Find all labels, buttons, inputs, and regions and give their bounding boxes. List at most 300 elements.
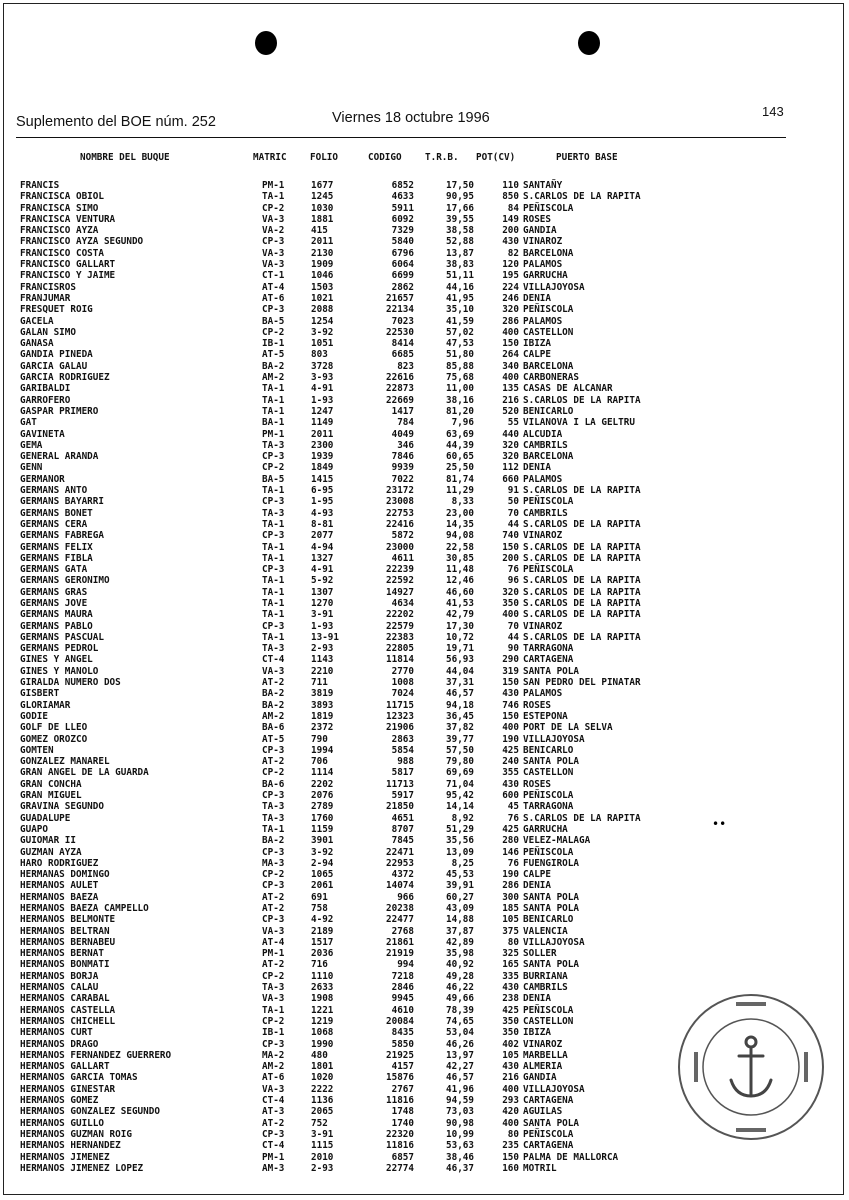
- codigo-cell: 22320: [386, 1128, 414, 1140]
- pot-cell: 44: [507, 631, 519, 643]
- folio-cell: 2372: [311, 722, 334, 734]
- codigo-cell: 14927: [386, 586, 414, 598]
- folio-cell: 790: [311, 733, 328, 745]
- puerto-cell: CASTELLON: [523, 1015, 574, 1027]
- codigo-cell: 21906: [386, 722, 414, 734]
- folio-cell: 4-91: [311, 564, 334, 576]
- vessel-name: HERMANOS BORJA: [20, 970, 99, 982]
- table-row: [20, 406, 700, 417]
- vessel-name: HERMANOS CARABAL: [20, 993, 110, 1005]
- vessel-name: GUIOMAR II: [20, 835, 76, 847]
- puerto-cell: SANTA POLA: [523, 756, 579, 768]
- vessel-name: HERMANOS CALAU: [20, 982, 99, 994]
- puerto-cell: PEÑISCOLA: [523, 496, 574, 508]
- pot-cell: 430: [502, 688, 519, 700]
- matric-cell: VA-3: [262, 259, 285, 271]
- trb-cell: 13,87: [446, 247, 474, 259]
- codigo-cell: 4611: [391, 552, 414, 564]
- matric-cell: CP-3: [262, 880, 285, 892]
- table-row: [20, 1072, 700, 1083]
- vessel-name: FRANCISCO Y JAIME: [20, 270, 116, 282]
- puerto-cell: SOLLER: [523, 948, 557, 960]
- puerto-cell: DENIA: [523, 993, 551, 1005]
- pot-cell: 149: [502, 213, 519, 225]
- pot-cell: 200: [502, 225, 519, 237]
- pot-cell: 400: [502, 1083, 519, 1095]
- codigo-cell: 7218: [391, 970, 414, 982]
- codigo-cell: 6685: [391, 349, 414, 361]
- puerto-cell: S.CARLOS DE LA RAPITA: [523, 394, 641, 406]
- table-row: [20, 349, 700, 360]
- table-row: [20, 813, 700, 824]
- table-body: [20, 180, 700, 1174]
- folio-cell: 1-95: [311, 496, 334, 508]
- puerto-cell: S.CARLOS DE LA RAPITA: [523, 518, 641, 530]
- trb-cell: 37,31: [446, 677, 474, 689]
- publication-title: Suplemento del BOE núm. 252: [16, 114, 216, 130]
- trb-cell: 38,83: [446, 259, 474, 271]
- trb-cell: 14,88: [446, 914, 474, 926]
- puerto-cell: BENICARLO: [523, 405, 574, 417]
- table-row: [20, 587, 700, 598]
- punch-hole-right: [578, 31, 600, 55]
- folio-cell: 2088: [311, 304, 334, 316]
- folio-cell: 4-94: [311, 541, 334, 553]
- vessel-name: GERMANS PEDROL: [20, 643, 99, 655]
- vessel-name: GARROFERO: [20, 394, 71, 406]
- matric-cell: TA-3: [262, 507, 285, 519]
- puerto-cell: ALMERIA: [523, 1061, 563, 1073]
- vessel-name: HERMANOS GALLART: [20, 1061, 110, 1073]
- folio-cell: 1819: [311, 710, 334, 722]
- trb-cell: 47,53: [446, 338, 474, 350]
- vessel-name: HARO RODRIGUEZ: [20, 857, 99, 869]
- trb-cell: 60,27: [446, 891, 474, 903]
- table-row: [20, 643, 700, 654]
- puerto-cell: MOTRIL: [523, 1162, 557, 1174]
- puerto-cell: TARRAGONA: [523, 643, 574, 655]
- vessel-name: HERMANOS GINESTAR: [20, 1083, 116, 1095]
- matric-cell: AM-2: [262, 372, 285, 384]
- matric-cell: CT-4: [262, 1140, 285, 1152]
- puerto-cell: CASTELLON: [523, 767, 574, 779]
- codigo-cell: 22753: [386, 507, 414, 519]
- trb-cell: 37,82: [446, 722, 474, 734]
- vessel-name: GENERAL ARANDA: [20, 451, 99, 463]
- vessel-name: FRANCISCO AYZA SEGUNDO: [20, 236, 144, 248]
- pot-cell: 146: [502, 846, 519, 858]
- page-number: 143: [762, 104, 784, 119]
- folio-cell: 3819: [311, 688, 334, 700]
- pot-cell: 84: [507, 202, 519, 214]
- folio-cell: 2633: [311, 982, 334, 994]
- vessel-name: GERMANS ANTO: [20, 485, 88, 497]
- table-row: [20, 327, 700, 338]
- pot-cell: 238: [502, 993, 519, 1005]
- puerto-cell: CAMBRILS: [523, 507, 568, 519]
- codigo-cell: 22239: [386, 564, 414, 576]
- table-row: [20, 1039, 700, 1050]
- table-row: [20, 553, 700, 564]
- table-row: [20, 248, 700, 259]
- pot-cell: 402: [502, 1038, 519, 1050]
- folio-cell: 3-91: [311, 609, 334, 621]
- codigo-cell: 966: [397, 891, 414, 903]
- matric-cell: VA-3: [262, 993, 285, 1005]
- puerto-cell: S.CARLOS DE LA RAPITA: [523, 812, 641, 824]
- puerto-cell: BARCELONA: [523, 451, 574, 463]
- pot-cell: 216: [502, 1072, 519, 1084]
- table-row: [20, 361, 700, 372]
- codigo-cell: 22134: [386, 304, 414, 316]
- trb-cell: 39,91: [446, 880, 474, 892]
- matric-cell: TA-1: [262, 552, 285, 564]
- puerto-cell: PALAMOS: [523, 473, 563, 485]
- folio-cell: 1114: [311, 767, 334, 779]
- puerto-cell: SANTA POLA: [523, 665, 579, 677]
- codigo-cell: 9939: [391, 462, 414, 474]
- table-row: [20, 959, 700, 970]
- pot-cell: 400: [502, 372, 519, 384]
- trb-cell: 60,65: [446, 451, 474, 463]
- pot-cell: 400: [502, 326, 519, 338]
- puerto-cell: PEÑISCOLA: [523, 202, 574, 214]
- puerto-cell: PEÑISCOLA: [523, 304, 574, 316]
- puerto-cell: GANDIA: [523, 1072, 557, 1084]
- puerto-cell: CARTAGENA: [523, 1140, 574, 1152]
- trb-cell: 56,93: [446, 654, 474, 666]
- codigo-cell: 4651: [391, 812, 414, 824]
- matric-cell: TA-1: [262, 394, 285, 406]
- folio-cell: 1677: [311, 180, 334, 191]
- pot-cell: 350: [502, 1027, 519, 1039]
- codigo-cell: 15876: [386, 1072, 414, 1084]
- folio-cell: 1065: [311, 869, 334, 881]
- trb-cell: 49,28: [446, 970, 474, 982]
- puerto-cell: VINAROZ: [523, 236, 563, 248]
- matric-cell: AT-4: [262, 936, 285, 948]
- table-row: [20, 971, 700, 982]
- trb-cell: 38,16: [446, 394, 474, 406]
- folio-cell: 1307: [311, 586, 334, 598]
- pot-cell: 110: [502, 180, 519, 191]
- trb-cell: 78,39: [446, 1004, 474, 1016]
- pot-cell: 335: [502, 970, 519, 982]
- pot-cell: 440: [502, 428, 519, 440]
- trb-cell: 42,27: [446, 1061, 474, 1073]
- table-row: [20, 869, 700, 880]
- matric-cell: IB-1: [262, 1027, 285, 1039]
- matric-cell: AT-2: [262, 903, 285, 914]
- folio-cell: 3893: [311, 699, 334, 711]
- vessel-name: HERMANOS BELTRAN: [20, 925, 110, 937]
- table-row: [20, 542, 700, 553]
- pot-cell: 350: [502, 597, 519, 609]
- folio-cell: 1517: [311, 936, 334, 948]
- folio-cell: 706: [311, 756, 328, 768]
- puerto-cell: SANTAÑY: [523, 180, 563, 191]
- table-row: [20, 372, 700, 383]
- table-row: [20, 530, 700, 541]
- matric-cell: CP-3: [262, 914, 285, 926]
- header-rule: [16, 137, 786, 138]
- pot-cell: 425: [502, 1004, 519, 1016]
- header-trb: T.R.B.: [425, 152, 459, 163]
- matric-cell: TA-1: [262, 631, 285, 643]
- table-row: [20, 1050, 700, 1061]
- trb-cell: 51,80: [446, 349, 474, 361]
- vessel-name: GERMANS BAYARRI: [20, 496, 104, 508]
- folio-cell: 1159: [311, 823, 334, 835]
- trb-cell: 46,57: [446, 688, 474, 700]
- pot-cell: 850: [502, 191, 519, 203]
- codigo-cell: 11715: [386, 699, 414, 711]
- matric-cell: VA-2: [262, 225, 285, 237]
- trb-cell: 46,57: [446, 1072, 474, 1084]
- trb-cell: 75,68: [446, 372, 474, 384]
- folio-cell: 1327: [311, 552, 334, 564]
- vessel-name: GERMANS PABLO: [20, 620, 93, 632]
- trb-cell: 57,50: [446, 744, 474, 756]
- vessel-name: GERMANS CERA: [20, 518, 88, 530]
- header-pot: POT(CV): [476, 152, 516, 163]
- puerto-cell: PALAMOS: [523, 259, 563, 271]
- table-row: [20, 700, 700, 711]
- puerto-cell: CALPE: [523, 349, 551, 361]
- trb-cell: 46,37: [446, 1162, 474, 1174]
- codigo-cell: 22873: [386, 383, 414, 395]
- folio-cell: 1990: [311, 1038, 334, 1050]
- table-row: [20, 711, 700, 722]
- trb-cell: 52,88: [446, 236, 474, 248]
- codigo-cell: 21925: [386, 1049, 414, 1061]
- folio-cell: 3728: [311, 360, 334, 372]
- folio-cell: 1939: [311, 451, 334, 463]
- codigo-cell: 20084: [386, 1015, 414, 1027]
- vessel-name: GERMANS FABREGA: [20, 530, 104, 542]
- folio-cell: 691: [311, 891, 328, 903]
- codigo-cell: 2768: [391, 925, 414, 937]
- pot-cell: 420: [502, 1106, 519, 1118]
- folio-cell: 2011: [311, 236, 334, 248]
- matric-cell: TA-1: [262, 518, 285, 530]
- column-headers: [20, 150, 700, 180]
- trb-cell: 73,03: [446, 1106, 474, 1118]
- codigo-cell: 2862: [391, 281, 414, 293]
- puerto-cell: S.CARLOS DE LA RAPITA: [523, 541, 641, 553]
- vessel-name: FRANCISROS: [20, 281, 76, 293]
- pot-cell: 293: [502, 1095, 519, 1107]
- folio-cell: 2300: [311, 439, 334, 451]
- matric-cell: AT-2: [262, 959, 285, 971]
- matric-cell: BA-5: [262, 315, 285, 327]
- trb-cell: 39,77: [446, 733, 474, 745]
- puerto-cell: PEÑISCOLA: [523, 564, 574, 576]
- codigo-cell: 4049: [391, 428, 414, 440]
- matric-cell: BA-2: [262, 688, 285, 700]
- puerto-cell: SANTA POLA: [523, 903, 579, 914]
- vessel-name: HERMANOS CURT: [20, 1027, 93, 1039]
- table-row: [20, 462, 700, 473]
- trb-cell: 40,92: [446, 959, 474, 971]
- table-row: [20, 1140, 700, 1151]
- puerto-cell: VINAROZ: [523, 620, 563, 632]
- trb-cell: 94,59: [446, 1095, 474, 1107]
- puerto-cell: CASTELLON: [523, 326, 574, 338]
- puerto-cell: FUENGIROLA: [523, 857, 579, 869]
- matric-cell: BA-2: [262, 835, 285, 847]
- trb-cell: 42,89: [446, 936, 474, 948]
- vessel-name: HERMANAS DOMINGO: [20, 869, 110, 881]
- table-row: [20, 304, 700, 315]
- codigo-cell: 6796: [391, 247, 414, 259]
- puerto-cell: BENICARLO: [523, 744, 574, 756]
- vessel-name: GAT: [20, 417, 37, 429]
- pot-cell: 45: [507, 801, 519, 813]
- pot-cell: 150: [502, 338, 519, 350]
- vessel-name: GISBERT: [20, 688, 60, 700]
- puerto-cell: CARBONERAS: [523, 372, 579, 384]
- trb-cell: 41,53: [446, 597, 474, 609]
- table-row: [20, 451, 700, 462]
- pot-cell: 600: [502, 790, 519, 802]
- puerto-cell: CARTAGENA: [523, 1095, 574, 1107]
- vessel-name: HERMANOS CASTELLA: [20, 1004, 116, 1016]
- matric-cell: BA-2: [262, 699, 285, 711]
- pot-cell: 320: [502, 439, 519, 451]
- folio-cell: 2010: [311, 1151, 334, 1163]
- pot-cell: 300: [502, 891, 519, 903]
- table-row: [20, 914, 700, 925]
- header-codigo: CODIGO: [368, 152, 402, 163]
- trb-cell: 44,04: [446, 665, 474, 677]
- puerto-cell: MARBELLA: [523, 1049, 568, 1061]
- vessel-name: GERMANS GRAS: [20, 586, 88, 598]
- pot-cell: 150: [502, 710, 519, 722]
- puerto-cell: ROSES: [523, 213, 551, 225]
- puerto-cell: ALCUDIA: [523, 428, 563, 440]
- trb-cell: 11,29: [446, 485, 474, 497]
- folio-cell: 5-92: [311, 575, 334, 587]
- vessel-name: GEMA: [20, 439, 43, 451]
- puerto-cell: DENIA: [523, 462, 551, 474]
- folio-cell: 1046: [311, 270, 334, 282]
- codigo-cell: 20238: [386, 903, 414, 914]
- matric-cell: TA-3: [262, 801, 285, 813]
- trb-cell: 46,22: [446, 982, 474, 994]
- puerto-cell: CARTAGENA: [523, 654, 574, 666]
- vessel-name: HERMANOS BAEZA: [20, 891, 99, 903]
- vessel-name: FRANCIS: [20, 180, 60, 191]
- matric-cell: CP-3: [262, 304, 285, 316]
- puerto-cell: DENIA: [523, 292, 551, 304]
- codigo-cell: 4634: [391, 597, 414, 609]
- puerto-cell: GARRUCHA: [523, 270, 568, 282]
- folio-cell: 1908: [311, 993, 334, 1005]
- folio-cell: 6-95: [311, 485, 334, 497]
- table-row: [20, 632, 700, 643]
- codigo-cell: 11814: [386, 654, 414, 666]
- puerto-cell: PALAMOS: [523, 688, 563, 700]
- pot-cell: 264: [502, 349, 519, 361]
- pot-cell: 96: [507, 575, 519, 587]
- pot-cell: 400: [502, 722, 519, 734]
- trb-cell: 35,98: [446, 948, 474, 960]
- vessel-name: GALAN SIMO: [20, 326, 76, 338]
- trb-cell: 12,46: [446, 575, 474, 587]
- trb-cell: 69,69: [446, 767, 474, 779]
- table-row: [20, 1095, 700, 1106]
- puerto-cell: S.CARLOS DE LA RAPITA: [523, 575, 641, 587]
- table-row: [20, 440, 700, 451]
- trb-cell: 46,60: [446, 586, 474, 598]
- codigo-cell: 23172: [386, 485, 414, 497]
- table-row: [20, 598, 700, 609]
- folio-cell: 1149: [311, 417, 334, 429]
- codigo-cell: 5917: [391, 790, 414, 802]
- folio-cell: 8-81: [311, 518, 334, 530]
- matric-cell: CP-3: [262, 790, 285, 802]
- trb-cell: 8,33: [451, 496, 474, 508]
- puerto-cell: VINAROZ: [523, 1038, 563, 1050]
- trb-cell: 51,29: [446, 823, 474, 835]
- matric-cell: TA-1: [262, 383, 285, 395]
- table-row: [20, 880, 700, 891]
- codigo-cell: 6852: [391, 180, 414, 191]
- puerto-cell: ROSES: [523, 699, 551, 711]
- puerto-cell: BURRIANA: [523, 970, 568, 982]
- matric-cell: CP-3: [262, 1038, 285, 1050]
- matric-cell: TA-1: [262, 823, 285, 835]
- table-row: [20, 982, 700, 993]
- puerto-cell: PORT DE LA SELVA: [523, 722, 613, 734]
- table-row: [20, 1129, 700, 1140]
- pot-cell: 165: [502, 959, 519, 971]
- vessel-name: GINES Y ANGEL: [20, 654, 93, 666]
- folio-cell: 1115: [311, 1140, 334, 1152]
- vessel-name: GIRALDA NUMERO DOS: [20, 677, 121, 689]
- trb-cell: 45,53: [446, 869, 474, 881]
- pot-cell: 135: [502, 383, 519, 395]
- puerto-cell: BARCELONA: [523, 360, 574, 372]
- pot-cell: 430: [502, 982, 519, 994]
- folio-cell: 1110: [311, 970, 334, 982]
- codigo-cell: 4633: [391, 191, 414, 203]
- puerto-cell: CASAS DE ALCANAR: [523, 383, 613, 395]
- vessel-name: HERMANOS GUZMAN ROIG: [20, 1128, 132, 1140]
- matric-cell: TA-1: [262, 597, 285, 609]
- pot-cell: 400: [502, 1117, 519, 1129]
- folio-cell: 480: [311, 1049, 328, 1061]
- codigo-cell: 4610: [391, 1004, 414, 1016]
- codigo-cell: 22416: [386, 518, 414, 530]
- folio-cell: 4-92: [311, 914, 334, 926]
- puerto-cell: VILLAJOYOSA: [523, 281, 585, 293]
- pot-cell: 425: [502, 823, 519, 835]
- folio-cell: 4-91: [311, 383, 334, 395]
- codigo-cell: 22616: [386, 372, 414, 384]
- codigo-cell: 11816: [386, 1140, 414, 1152]
- matric-cell: CP-2: [262, 869, 285, 881]
- table-row: [20, 282, 700, 293]
- matric-cell: CP-3: [262, 451, 285, 463]
- trb-cell: 38,46: [446, 1151, 474, 1163]
- table-row: [20, 847, 700, 858]
- table-row: [20, 519, 700, 530]
- pot-cell: 105: [502, 1049, 519, 1061]
- table-row: [20, 1152, 700, 1163]
- vessel-name: HERMANOS GUILLO: [20, 1117, 104, 1129]
